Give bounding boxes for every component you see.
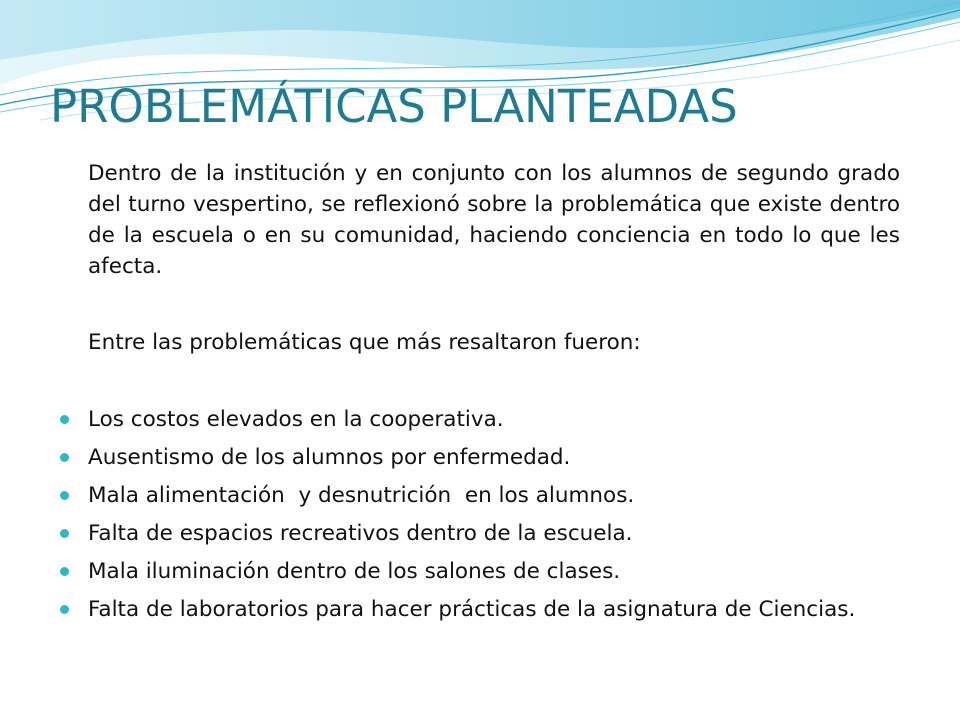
list-item xyxy=(56,442,900,473)
list-item xyxy=(56,480,900,511)
bullet-dot-icon xyxy=(60,491,69,500)
list-item xyxy=(56,594,900,625)
slide-title: PROBLEMÁTICAS PLANTEADAS xyxy=(50,80,738,133)
list-item-text: Los costos elevados en la cooperativa. xyxy=(88,407,504,432)
list-item-text: Falta de espacios recreativos dentro de la escuela. xyxy=(88,521,633,546)
bullet-dot-icon xyxy=(60,415,69,424)
lead-sentence: Entre las problemáticas que más resaltaron fueron: xyxy=(88,330,641,355)
list-item-text: Ausentismo de los alumnos por enfermedad. xyxy=(88,445,571,470)
problem-list xyxy=(56,404,900,632)
list-item-text: Mala alimentación y desnutrición en los alumnos. xyxy=(88,483,635,508)
list-item xyxy=(56,556,900,587)
list-item-text: Falta de laboratorios para hacer prácticas de la asignatura de Ciencias. xyxy=(88,597,856,622)
bullet-dot-icon xyxy=(60,605,69,614)
bullet-dot-icon xyxy=(60,453,69,462)
bullet-dot-icon xyxy=(60,529,69,538)
list-item xyxy=(56,404,900,435)
list-item xyxy=(56,518,900,549)
list-item-text: Mala iluminación dentro de los salones de clases. xyxy=(88,559,621,584)
intro-paragraph: Dentro de la institución y en conjunto con los alumnos de segundo grado del turno vespertino, se reflexionó sobre la problemática que existe dentro de la escuela o en su comunidad, haciendo conciencia en todo lo que les afecta. xyxy=(88,161,900,279)
bullet-dot-icon xyxy=(60,567,69,576)
